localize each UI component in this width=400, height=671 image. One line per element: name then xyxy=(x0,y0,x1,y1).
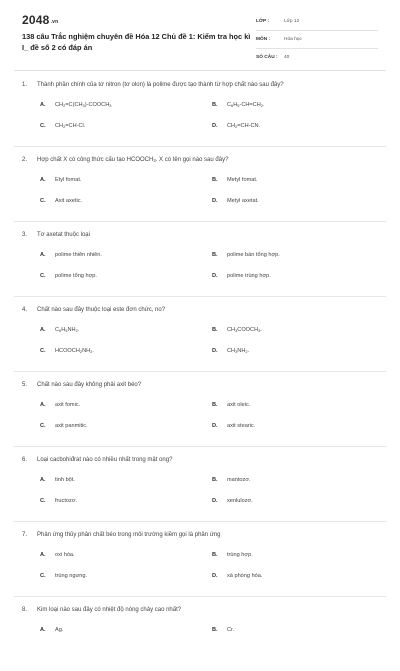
answer-option[interactable] xyxy=(40,177,81,183)
option-letter: A. xyxy=(40,177,46,183)
option-text: Metyl fomat. xyxy=(227,177,258,183)
answer-option[interactable] xyxy=(40,498,77,504)
option-letter: C. xyxy=(40,573,46,579)
option-text: polime bán tổng hợp. xyxy=(227,252,280,258)
question-stem xyxy=(22,532,377,538)
option-text: Cr. xyxy=(227,627,235,633)
question-stem xyxy=(22,607,377,613)
question-item xyxy=(14,222,386,297)
answer-option[interactable] xyxy=(40,423,88,429)
question-number: 7. xyxy=(22,532,28,538)
answer-option[interactable] xyxy=(40,552,75,558)
question-item xyxy=(14,297,386,372)
question-stem xyxy=(22,82,377,88)
answer-option[interactable] xyxy=(212,177,257,183)
option-letter: A. xyxy=(40,327,46,333)
option-letter: C. xyxy=(40,348,46,354)
answer-option[interactable] xyxy=(212,402,250,408)
meta-key: SỐ CÂU : xyxy=(256,55,278,60)
option-text: Etyl fomat. xyxy=(55,177,82,183)
option-letter: B. xyxy=(212,177,218,183)
question-number: 8. xyxy=(22,607,28,613)
answer-option[interactable] xyxy=(212,327,262,333)
question-stem xyxy=(22,232,377,238)
answer-option[interactable] xyxy=(40,348,94,354)
meta-value: Lớp 12 xyxy=(284,19,300,24)
option-text: $C_6H_5-CH=CH_2$. xyxy=(227,102,265,108)
answer-option[interactable] xyxy=(40,102,111,108)
option-letter: D. xyxy=(212,198,218,204)
option-letter: D. xyxy=(212,273,218,279)
option-letter: B. xyxy=(212,627,218,633)
question-stem xyxy=(22,457,377,463)
option-text: $CH_3NH_2$. xyxy=(227,348,250,354)
answer-option[interactable] xyxy=(212,423,255,429)
option-letter: B. xyxy=(212,402,218,408)
option-letter: A. xyxy=(40,477,46,483)
meta-value: 40 xyxy=(284,55,290,60)
option-letter: D. xyxy=(212,123,218,129)
question-stem xyxy=(22,307,377,313)
question-number: 3. xyxy=(22,232,28,238)
option-text: xà phòng hóa. xyxy=(227,573,263,579)
answer-option[interactable] xyxy=(40,402,80,408)
answer-option[interactable] xyxy=(212,477,251,483)
option-letter: B. xyxy=(212,327,218,333)
question-number: 4. xyxy=(22,307,28,313)
answer-option[interactable] xyxy=(212,102,265,108)
question-number: 5. xyxy=(22,382,28,388)
answer-option[interactable] xyxy=(212,252,280,258)
option-text: axit oleic. xyxy=(227,402,251,408)
option-letter: A. xyxy=(40,552,46,558)
meta-key: MÔN : xyxy=(256,37,271,42)
meta-table xyxy=(256,13,378,66)
question-text: Loại cacbohiđrat nào có nhiều nhất trong mật ong? xyxy=(37,457,173,463)
option-text: $CH_2=C(CH_3)-COOCH_3$ xyxy=(55,102,112,108)
answer-option[interactable] xyxy=(212,273,271,279)
answer-option[interactable] xyxy=(40,198,82,204)
option-letter: C. xyxy=(40,198,46,204)
question-text: Chất nào sau đây không phải axit béo? xyxy=(37,382,142,388)
answer-option[interactable] xyxy=(40,573,87,579)
meta-key: LỚP : xyxy=(256,19,270,24)
question-text: Hợp chất X có công thức cấu tạo $HCOOCH_3$. X có tên gọi nào sau đây? xyxy=(37,157,229,163)
answer-option[interactable] xyxy=(40,327,79,333)
question-item xyxy=(14,522,386,597)
answer-option[interactable] xyxy=(40,477,75,483)
question-item xyxy=(14,447,386,522)
option-text: $CH_3COOCH_3$. xyxy=(227,327,262,333)
option-letter: C. xyxy=(40,273,46,279)
question-item xyxy=(14,72,386,147)
question-text: Thành phần chính của tơ nitron (tơ olon) là polime được tạo thành từ hợp chất nào sau đây? xyxy=(37,82,284,88)
question-number: 2. xyxy=(22,157,28,163)
question-stem xyxy=(22,382,377,388)
meta-row-subject xyxy=(256,31,378,49)
option-letter: C. xyxy=(40,423,46,429)
option-letter: D. xyxy=(212,498,218,504)
page-header xyxy=(0,0,400,68)
answer-option[interactable] xyxy=(212,123,260,129)
header-divider xyxy=(14,70,386,71)
option-letter: A. xyxy=(40,627,46,633)
answer-option[interactable] xyxy=(40,627,63,633)
option-text: fructozơ. xyxy=(55,498,78,504)
option-letter: C. xyxy=(40,123,46,129)
option-text: trùng hợp. xyxy=(227,552,253,558)
option-letter: B. xyxy=(212,102,218,108)
option-text: mantozơ. xyxy=(227,477,251,483)
option-letter: D. xyxy=(212,348,218,354)
answer-option[interactable] xyxy=(40,123,85,129)
option-letter: D. xyxy=(212,573,218,579)
option-text: $HCOOCH_2NH_2$. xyxy=(55,348,94,354)
site-logo[interactable]: 2048.vn xyxy=(22,13,59,27)
option-letter: A. xyxy=(40,252,46,258)
option-text: trùng ngưng. xyxy=(55,573,88,579)
option-letter: B. xyxy=(212,552,218,558)
answer-option[interactable] xyxy=(212,498,253,504)
option-text: $CH_2=CH-CN$. xyxy=(227,123,261,129)
question-list xyxy=(14,72,386,671)
question-number: 6. xyxy=(22,457,28,463)
question-stem xyxy=(22,157,377,163)
answer-option[interactable] xyxy=(212,573,262,579)
answer-option[interactable] xyxy=(40,273,97,279)
question-text: Tơ axetat thuộc loại xyxy=(37,232,90,238)
option-letter: B. xyxy=(212,252,218,258)
option-text: Metyl axetat. xyxy=(227,198,259,204)
meta-row-class xyxy=(256,13,378,31)
meta-row-count xyxy=(256,49,378,66)
question-text: Chất nào sau đây thuộc loại este đơn chức, no? xyxy=(37,307,166,313)
option-letter: A. xyxy=(40,402,46,408)
option-text: axit stearic. xyxy=(227,423,256,429)
answer-option[interactable] xyxy=(212,348,249,354)
meta-value: Hóa học xyxy=(284,37,302,42)
answer-option[interactable] xyxy=(212,627,234,633)
answer-option[interactable] xyxy=(40,252,102,258)
question-text: Phản ứng thủy phân chất béo trong môi trường kiềm gọi là phản ứng xyxy=(37,532,221,538)
option-text: Axit axetic. xyxy=(55,198,83,204)
option-text: xenlulozơ. xyxy=(227,498,253,504)
option-text: tinh bột. xyxy=(55,477,75,483)
option-text: polime thiên nhiên. xyxy=(55,252,102,258)
answer-option[interactable] xyxy=(212,552,253,558)
question-item xyxy=(14,597,386,671)
option-letter: B. xyxy=(212,477,218,483)
question-text: Kim loại nào sau đây có nhiệt độ nóng chảy cao nhất? xyxy=(37,607,182,613)
question-item xyxy=(14,147,386,222)
option-text: axit panmitic. xyxy=(55,423,88,429)
option-text: polime tổng hợp. xyxy=(55,273,97,279)
option-letter: D. xyxy=(212,423,218,429)
answer-option[interactable] xyxy=(212,198,259,204)
question-number: 1. xyxy=(22,82,28,88)
option-text: $CH_2=CH-Cl$. xyxy=(55,123,86,129)
option-text: axit fomic. xyxy=(55,402,81,408)
question-item xyxy=(14,372,386,447)
page-title: 138 câu Trắc nghiệm chuyên đề Hóa 12 Chủ đề 1: Kiểm tra học kì I_ đề số 2 có đáp án xyxy=(22,32,251,52)
option-letter: A. xyxy=(40,102,46,108)
option-text: $C_6H_5NH_2$. xyxy=(55,327,80,333)
option-letter: C. xyxy=(40,498,46,504)
option-text: Ag. xyxy=(55,627,64,633)
option-text: polime trùng hợp. xyxy=(227,273,271,279)
option-text: oxi hóa. xyxy=(55,552,75,558)
